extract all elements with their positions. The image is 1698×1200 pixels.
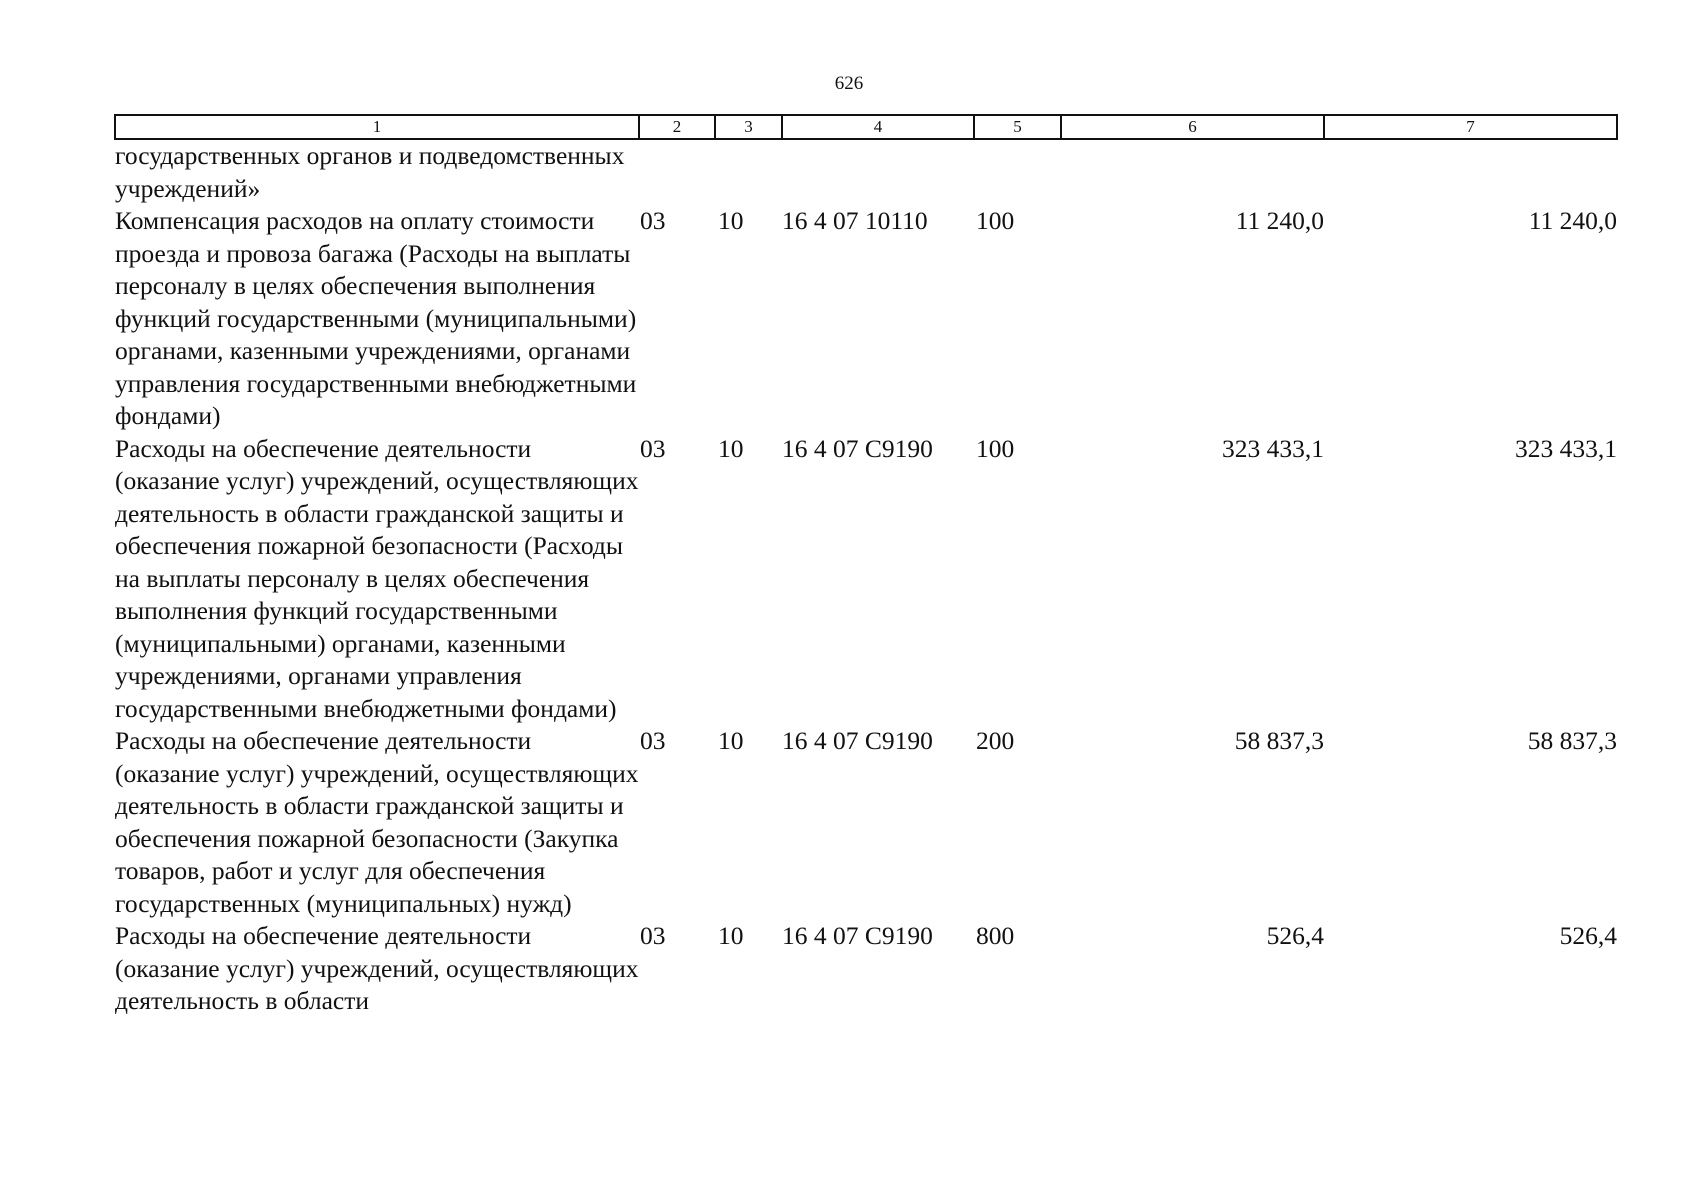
table-row <box>115 139 1617 205</box>
row-target-article: 16 4 07 С9190 <box>782 433 933 463</box>
budget-table-grid <box>114 114 1618 1018</box>
row-name: государственных органов и подведомственных учреждений» <box>115 141 625 203</box>
page-number: 626 <box>834 73 864 94</box>
row-amount-2 <box>1324 139 1617 205</box>
table-header <box>115 115 1617 139</box>
row-subsection: 10 <box>718 921 744 950</box>
row-subsection: 10 <box>718 206 744 235</box>
row-section: 03 <box>640 206 666 235</box>
row-amount-2: 323 433,1 <box>1515 433 1617 463</box>
row-expense-type: 200 <box>976 726 1015 755</box>
row-subsection: 10 <box>718 433 744 463</box>
header-col-3: 3 <box>715 115 782 139</box>
row-target-article: 16 4 07 10110 <box>782 206 928 235</box>
row-expense-type <box>974 139 1061 205</box>
row-expense-type: 800 <box>976 921 1015 950</box>
row-target-article: 16 4 07 С9190 <box>782 726 933 755</box>
budget-table <box>114 114 1616 1018</box>
header-col-4: 4 <box>782 115 974 139</box>
row-name: Расходы на обеспечение деятельности (оказание услуг) учреждений, осуществляющих деятельность в области гражданской защиты и обеспечения пожарной безопасности (Закупка товаров, работ и услуг для обеспечения государственных (муниципальных) нужд) <box>115 726 639 918</box>
header-col-1: 1 <box>115 115 639 139</box>
row-section: 03 <box>640 726 666 755</box>
table-row <box>115 725 1617 920</box>
table-row <box>115 205 1617 433</box>
row-name: Расходы на обеспечение деятельности (оказание услуг) учреждений, осуществляющих деятельность в области гражданской защиты и обеспечения пожарной безопасности (Расходы на выплаты персоналу в целях обеспечения выполнения функций государственными (муниципальными) органами, казенными учреждениями, органами управления государственными внебюджетными фондами) <box>115 433 639 723</box>
row-section: 03 <box>640 433 666 463</box>
row-section <box>639 139 715 205</box>
row-name: Компенсация расходов на оплату стоимости проезда и провоза багажа (Расходы на выплаты персоналу в целях обеспечения выполнения функций государственными (муниципальными) органами, казенными учреждениями, органами управления государственными внебюджетными фондами) <box>115 206 637 430</box>
row-subsection <box>715 139 782 205</box>
row-amount-1 <box>1061 139 1324 205</box>
row-amount-1: 58 837,3 <box>1234 726 1324 755</box>
row-name: Расходы на обеспечение деятельности (оказание услуг) учреждений, осуществляющих деятельность в области <box>115 921 639 1015</box>
row-expense-type: 100 <box>976 206 1015 235</box>
table-row <box>115 433 1617 726</box>
row-expense-type: 100 <box>976 433 1015 463</box>
row-subsection: 10 <box>718 726 744 755</box>
table-row <box>115 920 1617 1018</box>
row-amount-1: 11 240,0 <box>1235 206 1324 235</box>
row-amount-2: 11 240,0 <box>1528 206 1617 235</box>
row-amount-2: 526,4 <box>1559 921 1617 950</box>
row-amount-1: 323 433,1 <box>1222 433 1324 463</box>
row-target-article: 16 4 07 С9190 <box>782 921 933 950</box>
header-row <box>115 115 1617 139</box>
row-section: 03 <box>640 921 666 950</box>
row-target-article <box>782 139 974 205</box>
header-col-7: 7 <box>1324 115 1617 139</box>
row-amount-1: 526,4 <box>1266 921 1324 950</box>
row-amount-2: 58 837,3 <box>1527 726 1617 755</box>
header-col-5: 5 <box>974 115 1061 139</box>
table-body <box>115 139 1617 1018</box>
header-col-6: 6 <box>1061 115 1324 139</box>
header-col-2: 2 <box>639 115 715 139</box>
